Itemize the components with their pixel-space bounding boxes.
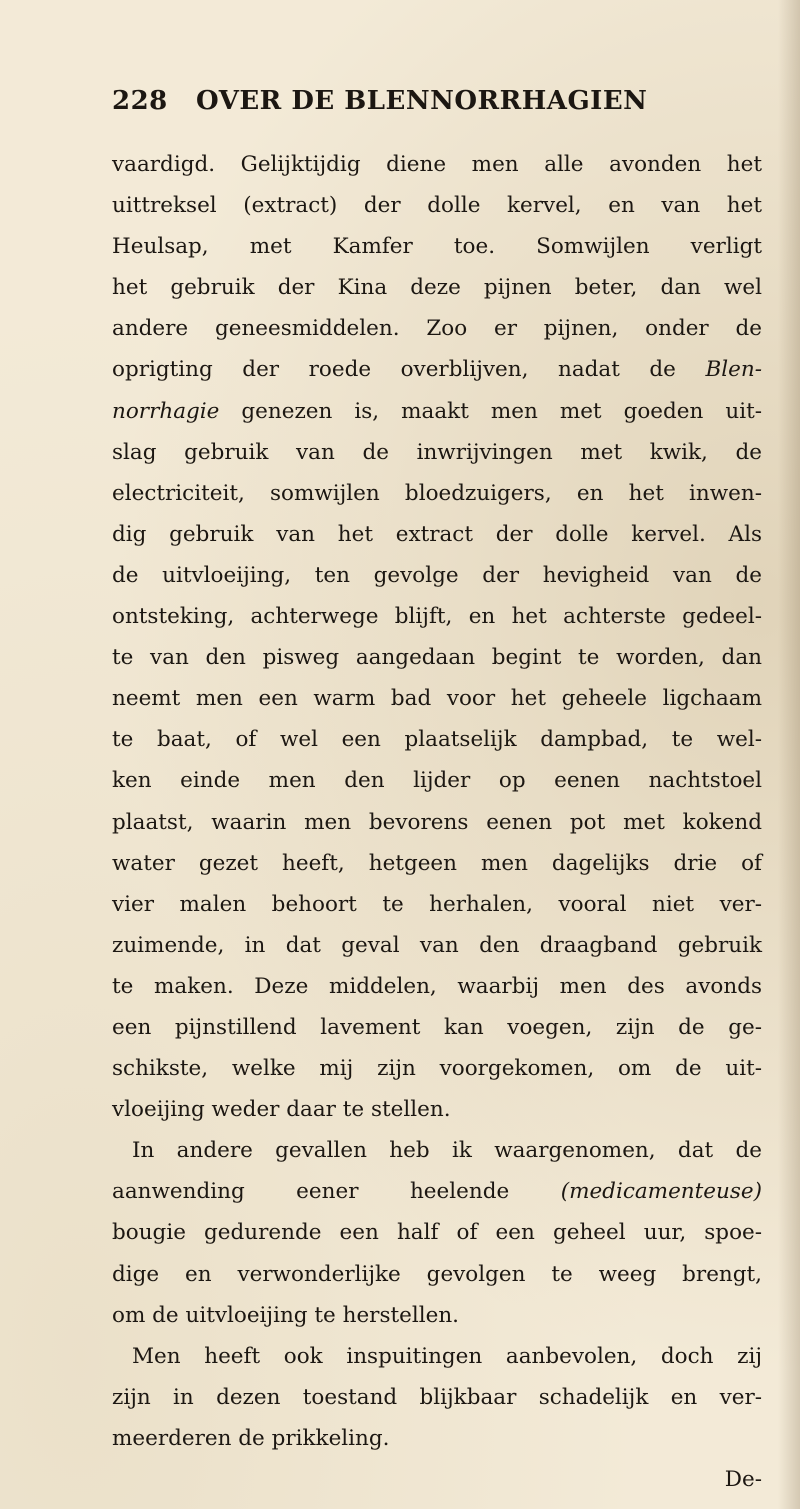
text-line: neemt men een warm bad voor het geheele ligchaam bbox=[112, 686, 762, 712]
italic-term: norrhagie bbox=[112, 398, 220, 424]
text-line: andere geneesmiddelen. Zoo er pijnen, onder de bbox=[112, 316, 762, 342]
text-line: ken einde men den lijder op eenen nachtstoel bbox=[112, 768, 762, 794]
text-line: vier malen behoort te herhalen, vooral niet ver- bbox=[112, 891, 762, 917]
text-segment: oprigting der roede overblijven, nadat de bbox=[112, 357, 676, 383]
text-line bbox=[112, 349, 762, 390]
text-line: slag gebruik van de inwrijvingen met kwik, de bbox=[112, 439, 762, 465]
text-line: zuimende, in dat geval van den draagband gebruik bbox=[112, 932, 762, 958]
text-line: het gebruik der Kina deze pijnen beter, dan wel bbox=[112, 275, 762, 301]
text-line: vaardigd. Gelijktijdig diene men alle avonden het bbox=[112, 152, 762, 177]
text-line: ontsteking, achterwege blijft, en het achterste gedeel- bbox=[112, 604, 762, 630]
text-line: een pijnstillend lavement kan voegen, zijn de ge- bbox=[112, 1014, 762, 1040]
text-line: vloeijing weder daar te stellen. bbox=[112, 1097, 451, 1123]
text-line: te van den pisweg aangedaan begint te worden, dan bbox=[112, 645, 762, 671]
text-line bbox=[112, 1171, 762, 1212]
text-line: dige en verwonderlijke gevolgen te weeg brengt, bbox=[112, 1261, 762, 1287]
text-line bbox=[112, 391, 762, 432]
italic-term: (medicamenteuse) bbox=[560, 1179, 762, 1205]
text-line: bougie gedurende een half of een geheel uur, spoe- bbox=[112, 1220, 762, 1246]
page-edge-shadow bbox=[778, 0, 800, 1509]
text-line: de uitvloeijing, ten gevolge der hevigheid van de bbox=[112, 562, 762, 588]
text-segment: aanwending eener heelende bbox=[112, 1179, 510, 1205]
text-line: plaatst, waarin men bevorens eenen pot met kokend bbox=[112, 809, 762, 835]
text-line: schikste, welke mij zijn voorgekomen, om de uit- bbox=[112, 1056, 762, 1082]
catchword: De- bbox=[724, 1467, 762, 1492]
text-line: te baat, of wel een plaatselijk dampbad, te wel- bbox=[112, 727, 762, 753]
text-line: Men heeft ook inspuitingen aanbevolen, doch zij bbox=[132, 1343, 762, 1369]
text-line: In andere gevallen heb ik waargenomen, dat de bbox=[132, 1138, 762, 1164]
text-segment: genezen is, maakt men met goeden uit- bbox=[241, 398, 763, 424]
page-number: 228 bbox=[112, 86, 168, 116]
italic-term: Blen- bbox=[705, 357, 762, 383]
text-line: uittreksel (extract) der dolle kervel, en van het bbox=[112, 193, 762, 219]
text-line: zijn in dezen toestand blijkbaar schadelijk en ver- bbox=[112, 1384, 762, 1410]
running-title: OVER DE BLENNORRHAGIEN bbox=[196, 86, 648, 116]
page-header bbox=[112, 86, 672, 126]
text-line: water gezet heeft, hetgeen men dagelijks drie of bbox=[112, 850, 762, 876]
text-line: meerderen de prikkeling. bbox=[112, 1425, 390, 1451]
text-line: te maken. Deze middelen, waarbij men des avonds bbox=[112, 973, 762, 999]
text-line: electriciteit, somwijlen bloedzuigers, en het inwen- bbox=[112, 480, 762, 506]
text-line: Heulsap, met Kamfer toe. Somwijlen verligt bbox=[112, 234, 762, 260]
text-line: om de uitvloeijing te herstellen. bbox=[112, 1302, 460, 1328]
body-text bbox=[112, 144, 762, 1500]
text-line: dig gebruik van het extract der dolle kervel. Als bbox=[112, 521, 762, 547]
